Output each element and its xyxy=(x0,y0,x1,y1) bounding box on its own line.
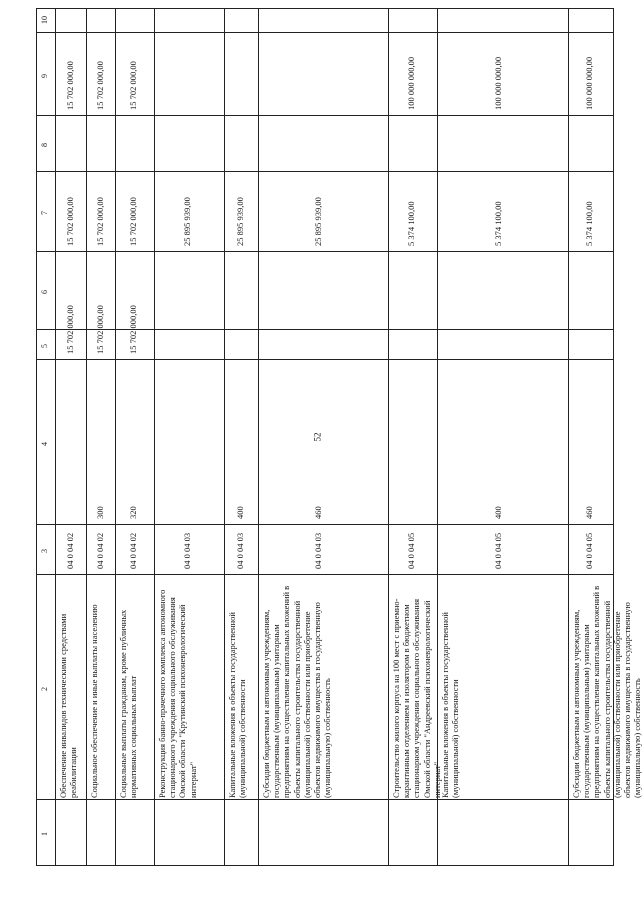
table-cell xyxy=(55,172,87,252)
column-number: 7 xyxy=(40,211,49,215)
table-cell xyxy=(154,252,225,330)
table-cell xyxy=(388,9,437,33)
table-cell xyxy=(154,360,225,525)
column-number: 4 xyxy=(40,441,49,446)
column-number: 1 xyxy=(40,832,49,836)
table-cell xyxy=(259,575,389,800)
table-cell xyxy=(225,252,259,330)
target-code: 04 0 04 05 xyxy=(405,532,416,569)
column-band-1 xyxy=(37,800,614,866)
amount: 5 374 100,00 xyxy=(584,201,595,246)
table-cell xyxy=(259,800,389,866)
column-band-8 xyxy=(37,116,614,172)
table-cell xyxy=(87,9,116,33)
amount: 100 000 000,00 xyxy=(492,56,503,110)
table-cell xyxy=(259,172,389,252)
table-cell xyxy=(437,172,569,252)
table-cell xyxy=(437,116,569,172)
target-code: 04 0 04 03 xyxy=(181,532,192,569)
table-cell xyxy=(116,360,154,525)
table-cell xyxy=(569,360,614,525)
row-name: Строительство жилого корпуса на 100 мест с приемно-карантинным отделением и изолятором в бюджетном стационарном учреждении социального обслуживания Омской области "Андреевский психоневрологический интернат" xyxy=(390,598,442,798)
row-name: Капитальные вложения в объекты государственной (муниципальной) собственности xyxy=(227,612,248,798)
header-cell xyxy=(37,33,56,116)
column-band-6 xyxy=(37,252,614,330)
table-cell xyxy=(259,116,389,172)
table-cell xyxy=(388,252,437,330)
table-cell xyxy=(437,525,569,575)
row-name: Социальные выплаты гражданам, кроме публичных нормативных социальных выплат xyxy=(118,609,139,798)
table-cell xyxy=(55,116,87,172)
table-cell xyxy=(87,800,116,866)
table-cell xyxy=(437,9,569,33)
table-cell xyxy=(569,575,643,800)
budget-table xyxy=(36,8,643,866)
expense-type: 460 xyxy=(313,506,324,519)
table-cell xyxy=(569,525,614,575)
column-band-9 xyxy=(37,33,614,116)
header-cell xyxy=(37,252,56,330)
table-cell xyxy=(87,525,116,575)
column-band-3 xyxy=(37,525,614,575)
amount: 25 895 939,00 xyxy=(181,197,192,246)
table-cell xyxy=(154,800,225,866)
target-code: 04 0 04 02 xyxy=(64,532,75,569)
table-cell xyxy=(87,360,116,525)
expense-type: 400 xyxy=(492,506,503,519)
table-cell xyxy=(55,33,87,116)
table-cell xyxy=(154,9,225,33)
table-cell xyxy=(154,33,225,116)
table-cell xyxy=(388,360,437,525)
table-cell xyxy=(87,33,116,116)
table-cell xyxy=(437,252,569,330)
table-cell xyxy=(569,252,614,330)
column-band-7 xyxy=(37,172,614,252)
column-band-5 xyxy=(37,330,614,360)
table-cell xyxy=(55,9,87,33)
table-cell xyxy=(388,575,442,800)
expense-type: 320 xyxy=(128,506,139,519)
amount: 15 702 000,00 xyxy=(128,305,139,354)
column-number: 10 xyxy=(40,16,49,24)
table-cell xyxy=(225,330,259,360)
row-name: Субсидии бюджетным и автономным учреждениям, государственным (муниципальным) унитарным предприятиям на осуществление капитальных вложений в объекты капитального строительства государственной (муниципальной) собственности или приобретение объектов недвижимого имущества в государственную (муниципальную) собственность xyxy=(261,585,333,798)
column-number: 8 xyxy=(40,143,49,147)
table-cell xyxy=(116,172,154,252)
table-cell xyxy=(388,330,437,360)
amount: 15 702 000,00 xyxy=(64,197,75,246)
header-cell xyxy=(37,116,56,172)
row-name: Реконструкция банно-прачечного комплекса автономного стационарного учреждения социального обслуживания Омской области "Крутинский психоневрологический интернат" xyxy=(156,589,198,798)
table-cell xyxy=(569,9,614,33)
table-cell xyxy=(87,575,116,800)
table-cell xyxy=(388,800,437,866)
column-band-2 xyxy=(37,575,614,800)
table-cell xyxy=(569,172,614,252)
table-cell xyxy=(437,360,569,525)
table-cell xyxy=(437,33,569,116)
table-cell xyxy=(116,305,154,360)
target-code: 04 0 04 03 xyxy=(313,532,324,569)
table-cell xyxy=(87,116,116,172)
column-number: 3 xyxy=(40,549,49,553)
amount: 15 702 000,00 xyxy=(95,197,106,246)
table-cell xyxy=(388,525,437,575)
table-cell xyxy=(259,33,389,116)
table-cell xyxy=(154,172,225,252)
table-cell xyxy=(225,172,259,252)
amount: 15 702 000,00 xyxy=(95,305,106,354)
amount: 25 895 939,00 xyxy=(313,197,324,246)
amount: 100 000 000,00 xyxy=(584,56,595,110)
target-code: 04 0 04 02 xyxy=(128,532,139,569)
table-cell xyxy=(569,330,614,360)
table-cell xyxy=(259,252,389,330)
table-cell xyxy=(259,9,389,33)
table-cell xyxy=(225,525,259,575)
expense-type: 400 xyxy=(235,506,246,519)
table-cell xyxy=(116,9,154,33)
table-cell xyxy=(154,116,225,172)
target-code: 04 0 04 02 xyxy=(95,532,106,569)
header-cell xyxy=(37,330,56,360)
expense-type: 300 xyxy=(95,506,106,519)
table-cell xyxy=(55,305,87,360)
table-cell xyxy=(116,33,154,116)
table-cell xyxy=(116,525,154,575)
table-cell xyxy=(388,33,437,116)
row-name: Обеспечение инвалидов техническими средствами реабилитации xyxy=(57,613,78,798)
column-number: 6 xyxy=(40,290,49,294)
table-cell xyxy=(569,33,614,116)
table-cell xyxy=(55,800,87,866)
table-cell xyxy=(154,575,225,800)
target-code: 04 0 04 03 xyxy=(235,532,246,569)
table-cell xyxy=(116,800,154,866)
table-cell xyxy=(55,525,87,575)
table-cell xyxy=(87,172,116,252)
header-cell xyxy=(37,172,56,252)
expense-type: 460 xyxy=(584,506,595,519)
column-band-10 xyxy=(37,9,614,33)
amount: 5 374 100,00 xyxy=(492,201,503,246)
table-cell xyxy=(55,360,87,525)
header-cell xyxy=(37,360,56,525)
column-number: 5 xyxy=(40,344,49,348)
table-cell xyxy=(225,9,259,33)
table-cell xyxy=(225,33,259,116)
table-cell xyxy=(259,360,389,525)
amount: 100 000 000,00 xyxy=(405,56,416,110)
target-code: 04 0 04 05 xyxy=(584,532,595,569)
column-number: 9 xyxy=(40,73,49,78)
header-cell xyxy=(37,9,56,33)
column-band-4 xyxy=(37,360,614,525)
table-cell xyxy=(388,116,437,172)
table-cell xyxy=(225,360,259,525)
page-number: 52 xyxy=(312,432,323,442)
amount: 15 702 000,00 xyxy=(95,61,106,110)
header-cell xyxy=(37,575,56,800)
table-cell xyxy=(87,305,116,360)
row-name: Капитальные вложения в объекты государственной (муниципальной) собственности xyxy=(439,612,460,798)
table-cell xyxy=(437,330,569,360)
target-code: 04 0 04 05 xyxy=(492,532,503,569)
table-cell xyxy=(569,116,614,172)
table-cell xyxy=(116,575,154,800)
amount: 15 702 000,00 xyxy=(64,305,75,354)
amount: 25 895 939,00 xyxy=(235,197,246,246)
table-cell xyxy=(569,800,614,866)
header-cell xyxy=(37,525,56,575)
table-cell xyxy=(116,116,154,172)
table-cell xyxy=(259,525,389,575)
header-cell xyxy=(37,800,56,866)
table-cell xyxy=(55,575,87,800)
amount: 15 702 000,00 xyxy=(128,197,139,246)
table-cell xyxy=(225,575,259,800)
amount: 15 702 000,00 xyxy=(128,61,139,110)
amount: 5 374 100,00 xyxy=(405,201,416,246)
table-cell xyxy=(388,172,437,252)
amount: 15 702 000,00 xyxy=(64,61,75,110)
row-name: Субсидии бюджетным и автономным учреждениям, государственным (муниципальным) унитарным предприятиям на осуществление капитальных вложений в объекты капитального строительства государственной (муниципальной) собственности или приобретение объектов недвижимого имущества в государственную (муниципальную) собственность xyxy=(571,585,643,798)
table-cell xyxy=(437,800,569,866)
table-cell xyxy=(437,575,569,800)
table-cell xyxy=(154,525,225,575)
column-number: 2 xyxy=(40,686,49,691)
row-name: Социальное обеспечение и иные выплаты населению xyxy=(89,604,100,798)
table-cell xyxy=(225,800,259,866)
table-cell xyxy=(154,330,225,360)
table-cell xyxy=(259,330,389,360)
table-cell xyxy=(225,116,259,172)
